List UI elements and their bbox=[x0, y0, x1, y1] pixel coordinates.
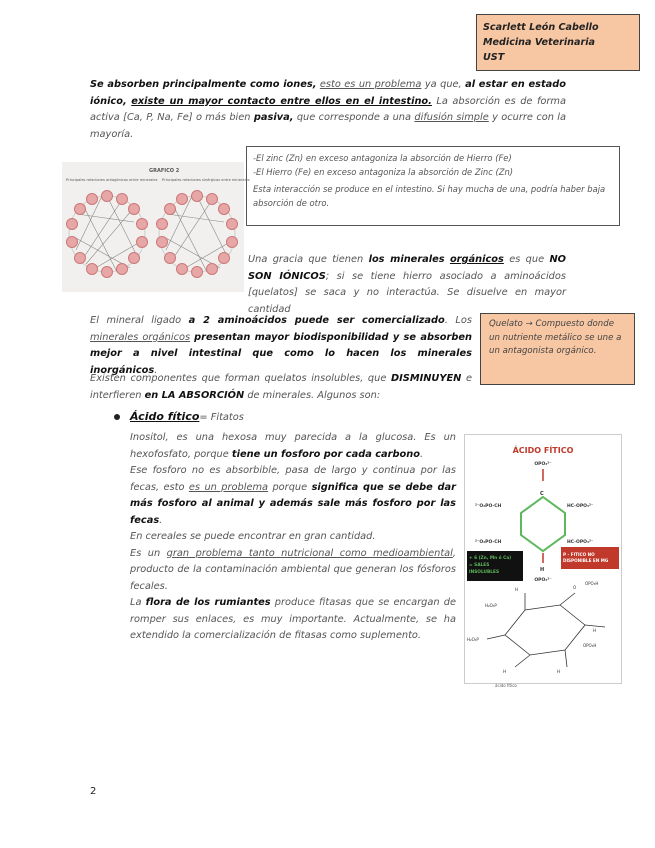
svg-text:H: H bbox=[593, 628, 597, 633]
svg-text:H₂O₃P: H₂O₃P bbox=[467, 637, 479, 642]
green-label: + 6 (Zn, Mn ó Ca) = SALES INSOLUBLES bbox=[469, 556, 512, 575]
fitico-title: ÁCIDO FÍTICO bbox=[512, 446, 574, 455]
text: . bbox=[154, 364, 158, 376]
text: . bbox=[159, 514, 163, 526]
text: y ocurre con la mayoría. bbox=[90, 112, 566, 140]
note-line-interaction: Esta interacción se produce en el intestino. Si hay mucha de una, podría haber baja absorción de otro. bbox=[253, 184, 606, 208]
svg-text:O: O bbox=[573, 585, 577, 590]
svg-text:H: H bbox=[503, 669, 507, 674]
text-bold: a 2 aminoácidos puede ser comercializado bbox=[188, 315, 445, 326]
quelato-definition-box bbox=[480, 313, 635, 385]
quelato-definition: Quelato → Compuesto donde un nutriente metálico se une a un antagonista orgánico. bbox=[489, 319, 622, 356]
text-bold: NO SON IÓNICOS bbox=[248, 254, 566, 282]
red-label: P - FITICO NO DISPONIBLE EN MG bbox=[563, 552, 609, 563]
bullet-icon bbox=[114, 414, 120, 420]
fitico-sentence-5 bbox=[130, 595, 456, 645]
svg-text:H: H bbox=[515, 587, 519, 592]
text: . bbox=[419, 448, 424, 460]
text: El mineral ligado bbox=[90, 315, 182, 326]
text-underlined: minerales orgánicos bbox=[90, 331, 191, 343]
text-bold: en LA ABSORCIÓN bbox=[144, 389, 245, 401]
formula-ch-top: ²⁻O₃PO-CH bbox=[475, 504, 502, 509]
page-number: 2 bbox=[90, 786, 97, 797]
formula-hc-bottom: HC-OPO₃²⁻ bbox=[567, 540, 594, 545]
text-bold: pasiva, bbox=[253, 112, 294, 123]
fitico-sentence-2 bbox=[130, 463, 456, 529]
author-institution: UST bbox=[483, 52, 505, 63]
text: , producto de la contaminación ambiental que generan los fósforos fecales. bbox=[130, 547, 457, 592]
svg-text:OPO₃H: OPO₃H bbox=[583, 643, 597, 648]
text: ya que, bbox=[424, 79, 462, 90]
text-bold: flora de los rumiantes bbox=[145, 597, 271, 608]
antagonism-wheel bbox=[67, 191, 148, 278]
inositol-ring bbox=[487, 593, 605, 667]
svg-text:H: H bbox=[540, 567, 545, 573]
formula-hc-top: HC-OPO₃²⁻ bbox=[567, 504, 594, 509]
paragraph-insoluble-chelates bbox=[90, 371, 472, 404]
text: Ese fosforo no es absorbible, pasa de largo y continua por las fecas, esto bbox=[130, 465, 456, 493]
note-line-zinc: -El zinc (Zn) en exceso antagoniza la absorción de Hierro (Fe) bbox=[253, 153, 512, 163]
text: . Los bbox=[444, 315, 472, 326]
svg-text:C: C bbox=[540, 491, 544, 497]
text-bold: los minerales bbox=[368, 254, 445, 265]
acido-fitico-figure bbox=[464, 434, 622, 688]
mineral-wheels-graphic bbox=[62, 162, 250, 292]
text-bold: tiene un fosforo por cada carbono bbox=[231, 448, 420, 460]
acido-fitico-body bbox=[130, 430, 456, 645]
text: La bbox=[130, 597, 142, 608]
paragraph-absorption bbox=[90, 77, 566, 143]
text: ; si se tiene hierro asociado a aminoácidos [quelatos] se saca y no interactúa. Se disuelve en mayor cantidad bbox=[248, 270, 566, 315]
text: produce fitasas que se encargan de romper sus enlaces, es muy importante. Actualmente, se ha extendido la comercialización de fitasas como suplemento. bbox=[130, 597, 456, 641]
text-underlined: gran problema tanto nutricional como medioambiental bbox=[166, 547, 453, 559]
text: Una gracia que tienen bbox=[248, 254, 364, 265]
paragraph-chelated-mineral bbox=[90, 313, 472, 379]
text: que corresponde a una bbox=[296, 112, 412, 123]
author-box bbox=[476, 14, 640, 71]
text: Inositol, es una hexosa muy parecida a la glucosa. Es un hexofosfato, porque bbox=[130, 432, 456, 460]
text-underlined: difusión simple bbox=[414, 112, 489, 123]
note-line-iron: -El Hierro (Fe) en exceso antagoniza la absorción de Zinc (Zn) bbox=[253, 167, 514, 177]
svg-text:H₂O₃P: H₂O₃P bbox=[485, 603, 497, 608]
text-bold: presentan mayor biodisponibilidad y se absorben mejor a nivel intestinal que como lo hacen los minerales inorgánicos bbox=[90, 331, 472, 376]
fitico-sentence-1 bbox=[130, 430, 456, 463]
text-bold: DISMINUYEN bbox=[390, 373, 462, 384]
figure-subtitle-left: Principales relaciones antagónicas entre minerales bbox=[66, 178, 158, 182]
fitico-sentence-4 bbox=[130, 546, 456, 596]
figure-subtitle-right: Principales relaciones sinérgicas entre minerales bbox=[162, 178, 250, 182]
acido-fitico-structure bbox=[465, 435, 621, 688]
text: La absorción es de forma activa [Ca, P, Na, Fe] o más bien bbox=[90, 95, 566, 123]
text-underlined: es un problema bbox=[188, 481, 269, 493]
formula-ch-bottom: ²⁻O₃PO-CH bbox=[475, 540, 502, 545]
figure-title: GRAFICO 2 bbox=[149, 168, 180, 174]
zinc-iron-note-box bbox=[246, 146, 620, 226]
text: Existen componentes que forman quelatos insolubles, que bbox=[90, 373, 387, 384]
text-bold-underlined: existe un mayor contacto entre ellos en el intestino. bbox=[131, 95, 432, 107]
text-underlined: esto es un problema bbox=[319, 79, 422, 90]
fitico-caption: ácido fítico bbox=[495, 683, 517, 688]
paragraph-organic-minerals bbox=[248, 252, 566, 318]
text: es que bbox=[509, 254, 545, 265]
text: Es un bbox=[130, 547, 161, 559]
svg-text:H: H bbox=[557, 669, 561, 674]
text-bold: Se absorben principalmente como iones, bbox=[90, 79, 317, 90]
text: porque bbox=[272, 481, 308, 493]
formula-opo-bottom: OPO₃²⁻ bbox=[534, 578, 552, 583]
text-bold: significa que se debe dar más fosforo al animal y además sale más fosforo por las fecas bbox=[130, 481, 456, 526]
formula-opo-top: OPO₃²⁻ bbox=[534, 462, 552, 467]
text: e interfieren bbox=[90, 373, 472, 401]
text-bold-underlined: orgánicos bbox=[449, 254, 504, 265]
text: de minerales. Algunos son: bbox=[247, 389, 381, 401]
bullet-heading-acido-fitico bbox=[130, 410, 244, 423]
mineral-relations-figure bbox=[62, 162, 250, 292]
fitico-sentence-3: En cereales se puede encontrar en gran cantidad. bbox=[130, 531, 376, 542]
author-program: Medicina Veterinaria bbox=[483, 37, 595, 48]
heading-acido-fitico: Ácido fítico bbox=[130, 410, 200, 423]
heading-fitatos: = Fitatos bbox=[199, 412, 244, 423]
synergy-wheel bbox=[157, 191, 238, 278]
author-name: Scarlett León Cabello bbox=[483, 22, 599, 33]
svg-text:OPO₃H: OPO₃H bbox=[585, 581, 599, 586]
text-bold: al estar en estado iónico, bbox=[90, 79, 566, 107]
